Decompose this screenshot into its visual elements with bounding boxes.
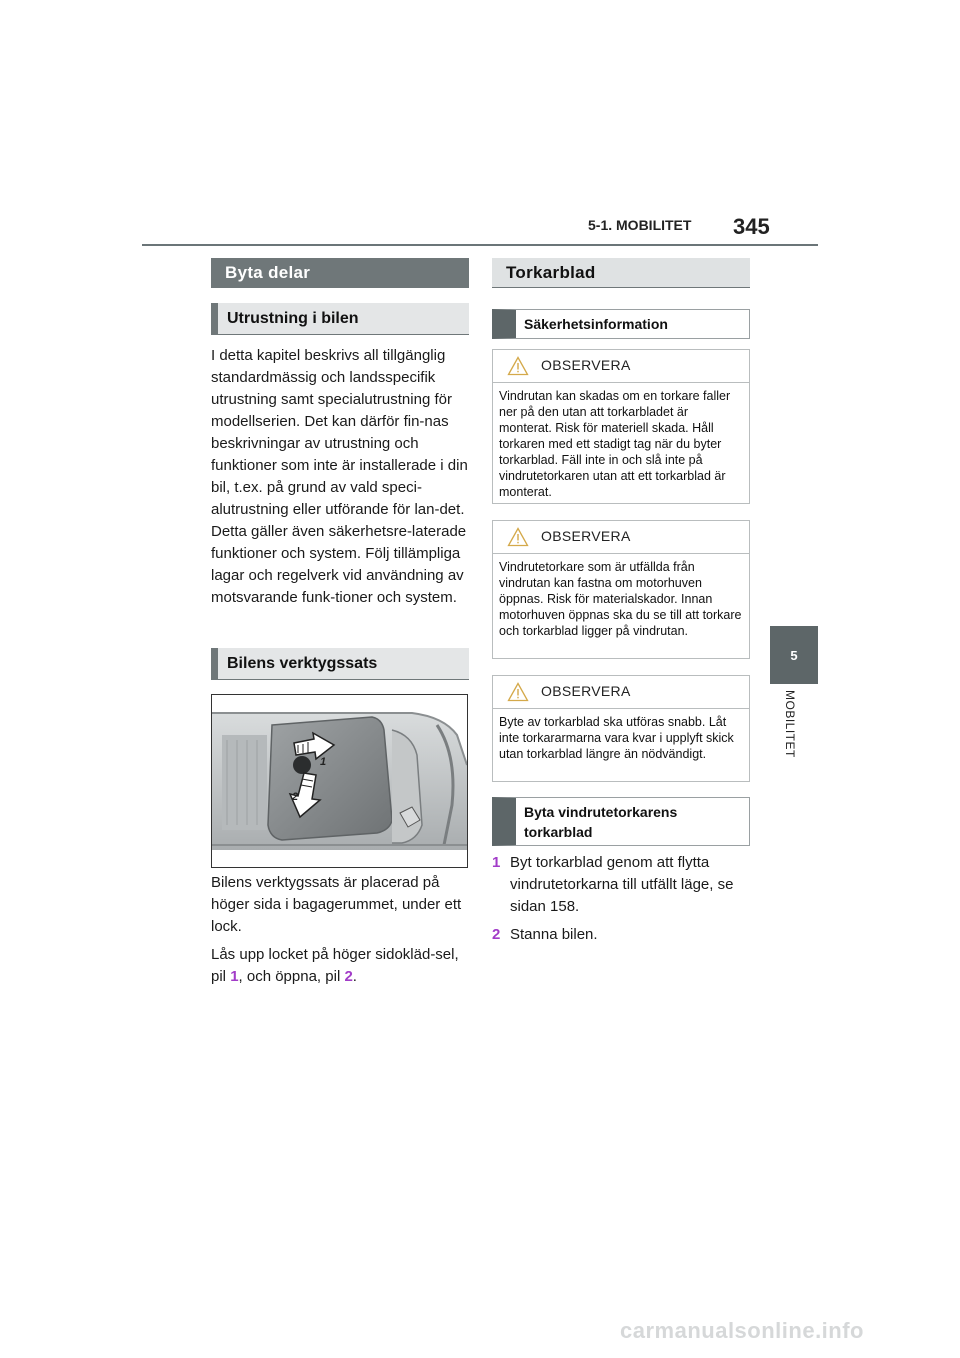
steps-list: [492, 852, 750, 946]
arrow-1-label: 1: [320, 756, 327, 768]
watermark: carmanualsonline.info: [620, 1318, 864, 1343]
heading-byta-delar: Byta delar: [211, 258, 469, 288]
header-rule: [142, 244, 818, 246]
warning-text: Vindrutetorkare som är utfällda från vindrutan kan fastna om motorhuven öppnas. Risk för materialskador. Innan motorhuven öppnas ska du se till att torkare och torkarblad ligger på vindrutan.: [499, 560, 742, 638]
warning-box-3: [492, 675, 750, 782]
step-item: [492, 924, 750, 946]
section-title: 5-1. MOBILITET: [588, 217, 692, 233]
arrow-2-label: 2: [292, 791, 299, 803]
warning-text: Byte av torkarblad ska utföras snabb. Låt inte torkararmarna vara kvar i upplyft skick utan torkarblad längre än nödvändigt.: [499, 715, 734, 761]
warning-title: OBSERVERA: [541, 528, 631, 544]
step-text: Stanna bilen.: [510, 926, 598, 943]
step-text: Byt torkarblad genom att flytta vindrutetorkarna till utfällt läge, se sidan 158.: [510, 854, 734, 915]
heading-byta-torkarblad: Byta vindrutetorkarens torkarblad: [492, 797, 750, 846]
chapter-label: MOBILITET: [783, 690, 797, 758]
heading-utrustning: Utrustning i bilen: [211, 303, 469, 335]
warning-title: OBSERVERA: [541, 683, 631, 699]
intro-paragraph: [211, 345, 469, 613]
warning-triangle-icon: [507, 356, 529, 376]
warning-triangle-icon: [507, 682, 529, 702]
figure-caption: Bilens verktygssats är placerad på höger sida i bagagerummet, under ett lock.: [211, 874, 462, 935]
instruction-mid: , och öppna, pil: [238, 968, 345, 985]
step-item: [492, 852, 750, 918]
page-number: 345: [733, 214, 770, 239]
warning-header: [493, 676, 749, 709]
instruction-arrow-2: 2: [344, 968, 353, 985]
step-number: 1: [492, 854, 501, 871]
trunk-figure: [211, 694, 468, 868]
instruction-post: .: [352, 968, 357, 985]
instruction-text: [211, 944, 469, 988]
warning-text: Vindrutan kan skadas om en torkare faller ner på den utan att torkarbladet är monterat. Risk för materiell skada. Håll torkaren med ett stadigt tag när du byter torkarblad. Fäll inte in och slå inte på vindrutetorkaren utan att ett torkarblad är monterat.: [499, 389, 731, 499]
chapter-label-container: [777, 690, 807, 790]
caption-block: [211, 872, 469, 992]
warning-box-1: [492, 349, 750, 504]
trunk-illustration: [212, 695, 467, 867]
intro-text: I detta kapitel beskrivs all tillgänglig standardmässig och landsspecifik utrustning samt specialutrustning för modellserien. Det kan därför fin-nas beskrivningar av utrustning och funktioner som inte är installerade i din bil, t.ex. på grund av vald speci-alutrustning eller utförande för lan-det. Detta gäller även säkerhetsre-laterade funktioner och system. Följ tillämpliga lagar och regelverk vid användning av motsvarande funk-tioner och system.: [211, 347, 468, 606]
heading-verktygssats: Bilens verktygssats: [211, 648, 469, 680]
heading-torkarblad: Torkarblad: [492, 258, 750, 288]
warning-title: OBSERVERA: [541, 357, 631, 373]
heading-sakerhetsinformation: Säkerhetsinformation: [492, 309, 750, 339]
warning-box-2: [492, 520, 750, 659]
step-number: 2: [492, 926, 501, 943]
warning-triangle-icon: [507, 527, 529, 547]
warning-header: [493, 521, 749, 554]
warning-header: [493, 350, 749, 383]
instruction-arrow-1: 1: [230, 968, 239, 985]
instruction-pre: Lås upp locket på höger sidokläd-sel, pil: [211, 946, 459, 985]
chapter-tab: 5: [770, 626, 818, 684]
